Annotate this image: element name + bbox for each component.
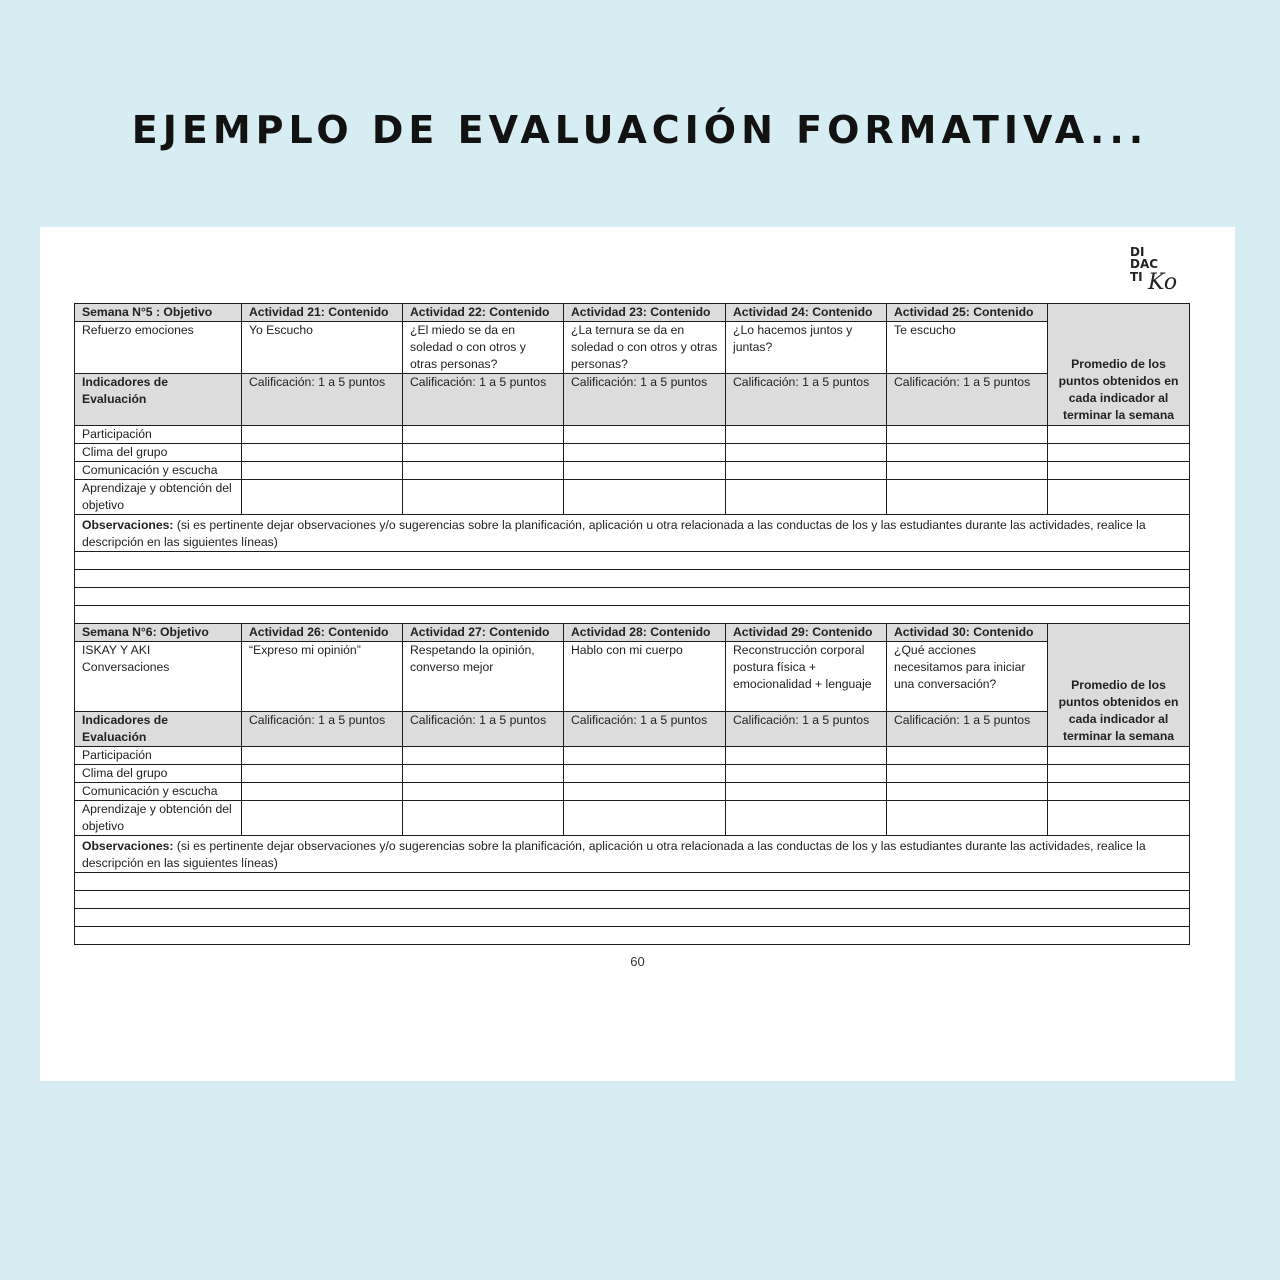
indicator-label: Comunicación y escucha — [75, 462, 242, 480]
score-cell[interactable] — [242, 480, 403, 515]
activity-content: Respetando la opinión, converso mejor — [403, 642, 564, 712]
indicator-label: Participación — [75, 426, 242, 444]
average-cell[interactable] — [1048, 426, 1190, 444]
evaluation-table-week-6 — [74, 623, 1190, 945]
evaluation-table-week-5 — [74, 303, 1190, 624]
week-header: Semana N°5 : Objetivo — [75, 304, 242, 322]
observation-line[interactable] — [75, 552, 1190, 570]
average-header: Promedio de los puntos obtenidos en cada indicador al terminar la semana — [1048, 624, 1190, 747]
score-cell[interactable] — [887, 801, 1048, 836]
score-cell[interactable] — [403, 462, 564, 480]
average-cell[interactable] — [1048, 747, 1190, 765]
indicator-row — [75, 480, 1190, 515]
logo-mark: Ko — [1148, 270, 1178, 295]
observations-label: Observaciones: — [82, 839, 174, 853]
score-cell[interactable] — [726, 783, 887, 801]
score-cell[interactable] — [242, 747, 403, 765]
score-cell[interactable] — [564, 462, 726, 480]
indicator-label: Comunicación y escucha — [75, 783, 242, 801]
score-cell[interactable] — [887, 765, 1048, 783]
score-cell[interactable] — [242, 426, 403, 444]
activity-header: Actividad 25: Contenido — [887, 304, 1048, 322]
rating-scale: Calificación: 1 a 5 puntos — [726, 712, 887, 747]
indicator-label: Aprendizaje y obtención del objetivo — [75, 480, 242, 515]
observation-line[interactable] — [75, 891, 1190, 909]
week-objective: ISKAY Y AKI Conversaciones — [75, 642, 242, 712]
indicators-header: Indicadores de Evaluación — [75, 712, 242, 747]
score-cell[interactable] — [726, 765, 887, 783]
observation-line[interactable] — [75, 927, 1190, 945]
score-cell[interactable] — [726, 801, 887, 836]
indicator-row — [75, 801, 1190, 836]
observations-cell — [75, 515, 1190, 552]
rating-scale: Calificación: 1 a 5 puntos — [242, 712, 403, 747]
activity-header: Actividad 28: Contenido — [564, 624, 726, 642]
indicators-header: Indicadores de Evaluación — [75, 374, 242, 426]
score-cell[interactable] — [403, 480, 564, 515]
average-header: Promedio de los puntos obtenidos en cada indicador al terminar la semana — [1048, 304, 1190, 426]
rating-scale: Calificación: 1 a 5 puntos — [564, 712, 726, 747]
activity-content: Yo Escucho — [242, 322, 403, 374]
activity-header: Actividad 22: Contenido — [403, 304, 564, 322]
activity-content: Te escucho — [887, 322, 1048, 374]
score-cell[interactable] — [242, 765, 403, 783]
rating-scale: Calificación: 1 a 5 puntos — [887, 374, 1048, 426]
score-cell[interactable] — [726, 426, 887, 444]
rating-scale: Calificación: 1 a 5 puntos — [403, 374, 564, 426]
week-objective: Refuerzo emociones — [75, 322, 242, 374]
score-cell[interactable] — [887, 747, 1048, 765]
score-cell[interactable] — [887, 462, 1048, 480]
logo-line-2: DAC — [1130, 257, 1159, 271]
indicator-row — [75, 444, 1190, 462]
average-cell[interactable] — [1048, 783, 1190, 801]
observations-cell — [75, 836, 1190, 873]
indicator-row — [75, 783, 1190, 801]
indicator-row — [75, 426, 1190, 444]
score-cell[interactable] — [403, 426, 564, 444]
logo-line-3: TI — [1130, 270, 1143, 284]
score-cell[interactable] — [403, 801, 564, 836]
score-cell[interactable] — [564, 426, 726, 444]
score-cell[interactable] — [564, 444, 726, 462]
score-cell[interactable] — [403, 747, 564, 765]
activity-header: Actividad 23: Contenido — [564, 304, 726, 322]
indicator-label: Clima del grupo — [75, 444, 242, 462]
observations-text: (si es pertinente dejar observaciones y/o sugerencias sobre la planificación, aplicación u otra relacionada a las conductas de los y las estudiantes durante las actividades, realice la descripción en las siguientes líneas) — [82, 518, 1146, 549]
score-cell[interactable] — [726, 444, 887, 462]
observation-line[interactable] — [75, 606, 1190, 624]
rating-scale: Calificación: 1 a 5 puntos — [403, 712, 564, 747]
score-cell[interactable] — [403, 444, 564, 462]
week-header: Semana N°6: Objetivo — [75, 624, 242, 642]
activity-content: ¿Lo hacemos juntos y juntas? — [726, 322, 887, 374]
observation-line[interactable] — [75, 570, 1190, 588]
score-cell[interactable] — [564, 747, 726, 765]
activity-content: “Expreso mi opinión” — [242, 642, 403, 712]
document-page — [40, 227, 1235, 1081]
score-cell[interactable] — [242, 462, 403, 480]
page-title: EJEMPLO DE EVALUACIÓN FORMATIVA... — [131, 108, 1149, 152]
average-cell[interactable] — [1048, 444, 1190, 462]
activity-header: Actividad 24: Contenido — [726, 304, 887, 322]
activity-content: ¿La ternura se da en soledad o con otros y otras personas? — [564, 322, 726, 374]
indicator-row — [75, 765, 1190, 783]
score-cell[interactable] — [564, 801, 726, 836]
indicator-label: Aprendizaje y obtención del objetivo — [75, 801, 242, 836]
indicator-label: Clima del grupo — [75, 765, 242, 783]
activity-header: Actividad 27: Contenido — [403, 624, 564, 642]
indicator-row — [75, 747, 1190, 765]
activity-content: ¿Qué acciones necesitamos para iniciar una conversación? — [887, 642, 1048, 712]
average-cell[interactable] — [1048, 801, 1190, 836]
score-cell[interactable] — [887, 426, 1048, 444]
average-cell[interactable] — [1048, 462, 1190, 480]
page-number: 60 — [630, 954, 645, 969]
score-cell[interactable] — [403, 783, 564, 801]
activity-header: Actividad 26: Contenido — [242, 624, 403, 642]
score-cell[interactable] — [242, 444, 403, 462]
activity-header: Actividad 30: Contenido — [887, 624, 1048, 642]
observation-line[interactable] — [75, 909, 1190, 927]
didactiko-logo — [1130, 246, 1190, 302]
score-cell[interactable] — [726, 747, 887, 765]
indicator-row — [75, 462, 1190, 480]
score-cell[interactable] — [726, 462, 887, 480]
score-cell[interactable] — [242, 783, 403, 801]
score-cell[interactable] — [564, 480, 726, 515]
observation-line[interactable] — [75, 873, 1190, 891]
score-cell[interactable] — [403, 765, 564, 783]
activity-content: ¿El miedo se da en soledad o con otros y otras personas? — [403, 322, 564, 374]
score-cell[interactable] — [242, 801, 403, 836]
logo-line-1: DI — [1130, 245, 1145, 259]
score-cell[interactable] — [564, 783, 726, 801]
activity-content: Reconstrucción corporal postura física + emocionalidad + lenguaje — [726, 642, 887, 712]
average-cell[interactable] — [1048, 480, 1190, 515]
score-cell[interactable] — [564, 765, 726, 783]
score-cell[interactable] — [726, 480, 887, 515]
rating-scale: Calificación: 1 a 5 puntos — [242, 374, 403, 426]
observations-text: (si es pertinente dejar observaciones y/o sugerencias sobre la planificación, aplicación u otra relacionada a las conductas de los y las estudiantes durante las actividades, realice la descripción en las siguientes líneas) — [82, 839, 1146, 870]
indicator-label: Participación — [75, 747, 242, 765]
observation-line[interactable] — [75, 588, 1190, 606]
score-cell[interactable] — [887, 480, 1048, 515]
rating-scale: Calificación: 1 a 5 puntos — [564, 374, 726, 426]
activity-header: Actividad 29: Contenido — [726, 624, 887, 642]
activity-content: Hablo con mi cuerpo — [564, 642, 726, 712]
rating-scale: Calificación: 1 a 5 puntos — [887, 712, 1048, 747]
observations-label: Observaciones: — [82, 518, 174, 532]
score-cell[interactable] — [887, 783, 1048, 801]
average-cell[interactable] — [1048, 765, 1190, 783]
rating-scale: Calificación: 1 a 5 puntos — [726, 374, 887, 426]
score-cell[interactable] — [887, 444, 1048, 462]
activity-header: Actividad 21: Contenido — [242, 304, 403, 322]
